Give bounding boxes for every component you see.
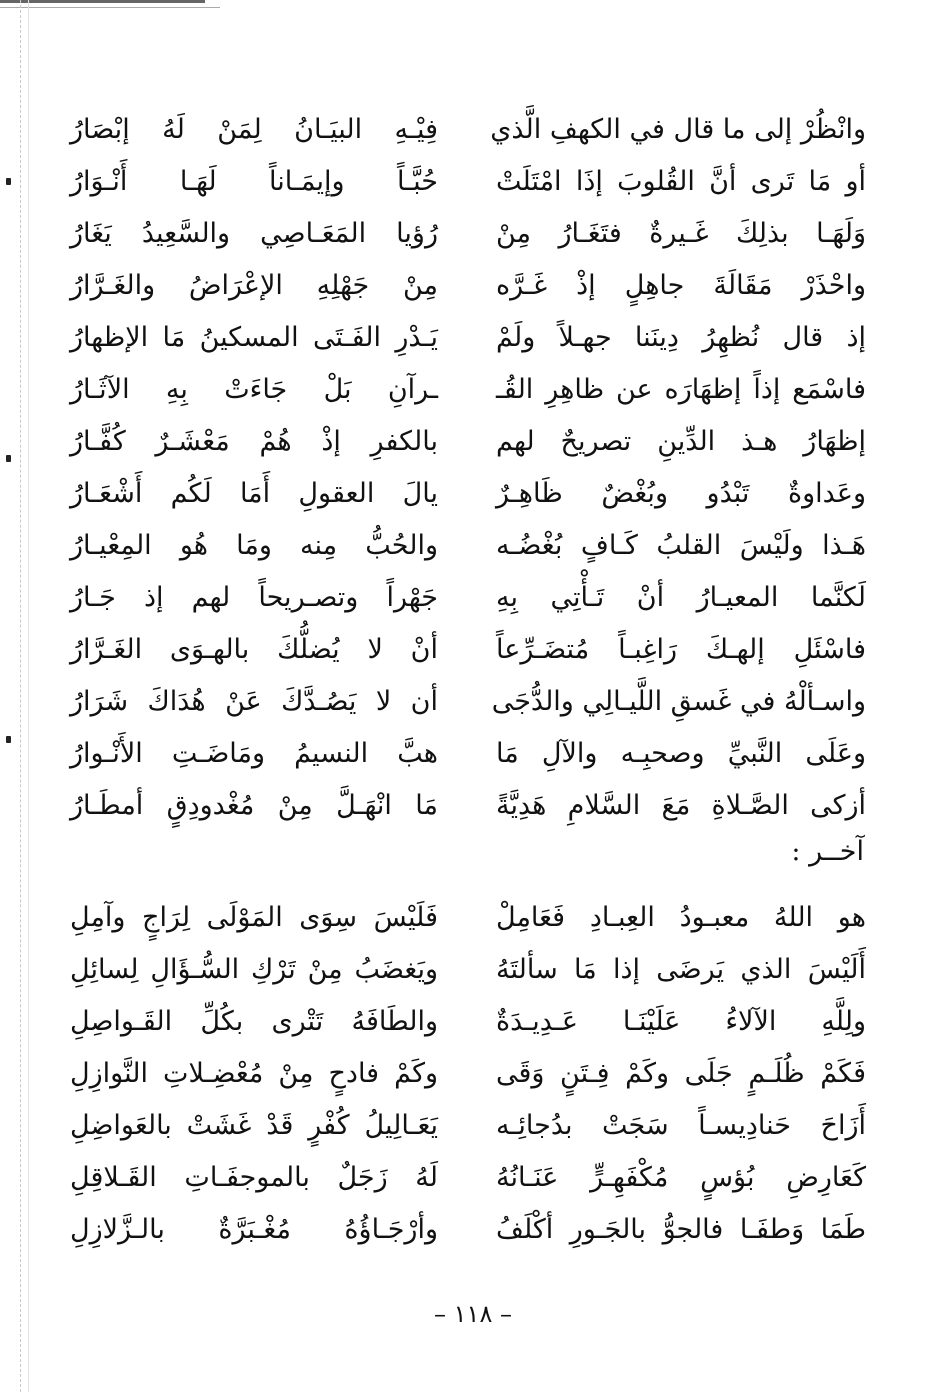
verse-line bbox=[70, 996, 866, 1048]
scan-top-line bbox=[0, 7, 220, 8]
verse-second-hemistich: وكَمْ فادحٍ مِنْ مُعْضِـلاتِ النَّوازِلِ bbox=[70, 1058, 438, 1089]
verse-first-hemistich: واسـألْهُ في غَسقِ اللَّيـالِي والدُّجَى bbox=[491, 686, 866, 717]
binding-hole-mark bbox=[6, 455, 11, 462]
verse-first-hemistich: وعَداوةٌ تَبْدُو وبُغْضٌ ظَاهِـرٌ bbox=[496, 478, 866, 509]
verse-second-hemistich: أن لا يَصُـدَّكَ عَنْ هُدَاكَ شَرَارُ bbox=[70, 686, 438, 717]
verse-line bbox=[70, 520, 866, 572]
verse-first-hemistich: أزكى الصَّـلاةِ مَعَ السَّلامِ هَدِيَّةً bbox=[496, 790, 866, 821]
poem-first bbox=[70, 104, 866, 832]
verse-second-hemistich: مِنْ جَهْلِهِ الإعْرَاضُ والغَـرَّارُ bbox=[70, 270, 438, 301]
section-heading: آخــر : bbox=[791, 836, 864, 867]
verse-second-hemistich: فَلَيْسَ سِوَى المَوْلَى لِرَاجٍ وآمِلِ bbox=[70, 902, 438, 933]
verse-line bbox=[70, 260, 866, 312]
verse-first-hemistich: ولِلَّهِ الآلاءُ عَلَيْنَـا عَـدِيـدَةٌ bbox=[496, 1006, 866, 1037]
verse-line bbox=[70, 728, 866, 780]
verse-first-hemistich: إذ قال نُظهِرُ دِينَنا جهـلاً ولَمْ bbox=[496, 322, 866, 353]
verse-line bbox=[70, 624, 866, 676]
verse-line bbox=[70, 312, 866, 364]
verse-line bbox=[70, 1204, 866, 1256]
verse-second-hemistich: بالكفرِ إذْ هُمْ مَعْشَـرٌ كُفَّـارُ bbox=[70, 426, 438, 457]
verse-second-hemistich: جَهْراً وتصـريحاً لهم إذ جَـارُ bbox=[70, 582, 438, 613]
verse-line bbox=[70, 676, 866, 728]
verse-first-hemistich: طَمَا وَطفَـا فالجوُّ بالجَـورِ أكْلَفُ bbox=[496, 1214, 866, 1245]
verse-first-hemistich: واحْذَرْ مَقَالَةَ جاهِلٍ إذْ غَـرَّه bbox=[496, 270, 866, 301]
verse-second-hemistich: ـرآنِ بَلْ جَاءَتْ بِهِ الآثَـارُ bbox=[70, 374, 438, 405]
verse-second-hemistich: يَعَـالِيلُ كُفْرٍ قَدْ غَشَتْ بالعَواضِلِ bbox=[70, 1110, 438, 1141]
verse-first-hemistich: أَزَاحَ حَنادِيسـاً سَجَتْ بدُجائِـه bbox=[496, 1110, 866, 1141]
verse-second-hemistich: مَا انْهَـلَّ مِنْ مُغْدودِقٍ أمطَـارُ bbox=[70, 790, 438, 821]
verse-first-hemistich: فاسْئَلِ إلهـكَ رَاغِبـاً مُتضَـرِّعاً bbox=[496, 634, 866, 665]
verse-first-hemistich: وعَلَى النَّبيِّ وصحبِـه والآلِ مَا bbox=[496, 738, 866, 769]
verse-second-hemistich: ويَغضَبُ مِنْ تَرْكِ السُّـؤَالِ لِسائِلِ bbox=[70, 954, 438, 985]
binding-edge-line bbox=[20, 0, 21, 1392]
verse-line bbox=[70, 208, 866, 260]
verse-second-hemistich: والحُبُّ مِنه ومَا هُو المِعْيـارُ bbox=[70, 530, 438, 561]
verse-second-hemistich: يَـدْرِ الفَـتَى المسكينُ مَا الإظهارُ bbox=[70, 322, 438, 353]
verse-second-hemistich: وأرْجَـاؤُهُ مُغْـبَرَّةٌ بالـزَّلازِلِ bbox=[70, 1214, 438, 1245]
verse-line bbox=[70, 892, 866, 944]
verse-line bbox=[70, 1048, 866, 1100]
scan-top-bar bbox=[0, 0, 205, 3]
verse-second-hemistich: لَهُ زَجَلٌ بالموجفَـاتِ القَـلاقِلِ bbox=[70, 1162, 438, 1193]
verse-line bbox=[70, 156, 866, 208]
verse-line bbox=[70, 416, 866, 468]
verse-line bbox=[70, 944, 866, 996]
verse-line bbox=[70, 1100, 866, 1152]
verse-first-hemistich: أو مَا تَرى أنَّ القُلوبَ إذَا امْتَلَتْ bbox=[496, 166, 866, 197]
verse-second-hemistich: حُبَّـاً وإيمَـاناً لَهَـا أَنْـوَارُ bbox=[70, 166, 438, 197]
verse-first-hemistich: هَـذا ولَيْسَ القلبُ كَـافٍ بُغْضُـه bbox=[496, 530, 866, 561]
verse-line bbox=[70, 1152, 866, 1204]
binding-hole-mark bbox=[6, 736, 11, 743]
poem-second bbox=[70, 892, 866, 1256]
verse-first-hemistich: وَلَهَـا بذلِكَ غَـيرةٌ فتَغَـارُ مِنْ bbox=[496, 218, 866, 249]
verse-first-hemistich: وانْظُرْ إلى ما قال في الكهفِ الَّذي bbox=[490, 114, 866, 145]
verse-line bbox=[70, 364, 866, 416]
verse-first-hemistich: إظهَارُ هـذ الدِّينِ تصريحٌ لهم bbox=[496, 426, 866, 457]
verse-second-hemistich: هبَّ النسيمُ ومَاضَـتِ الأَنْـوارُ bbox=[70, 738, 438, 769]
verse-first-hemistich: كَعَارِضِ بُؤسٍ مُكْفَهِـرٍّ عَنَـانُهُ bbox=[496, 1162, 866, 1193]
verse-second-hemistich: فِيْـهِ البيَـانُ لِمَنْ لَهُ إبْصَارُ bbox=[70, 114, 438, 145]
verse-line bbox=[70, 468, 866, 520]
verse-first-hemistich: فَكَمْ ظُلَـمٍ جَلَى وكَمْ فِـتَنٍ وَقَى bbox=[496, 1058, 866, 1089]
verse-line bbox=[70, 104, 866, 156]
binding-edge-shadow bbox=[28, 0, 29, 1392]
verse-second-hemistich: والطَافَهُ تَتْرى بكُلِّ القَـواصِلِ bbox=[70, 1006, 438, 1037]
verse-second-hemistich: رُؤيا المَعَـاصِي والسَّعِيدُ يَغَارُ bbox=[70, 218, 438, 249]
verse-second-hemistich: يالَ العقولِ أَمَا لَكُم أَشْعَـارُ bbox=[70, 478, 438, 509]
verse-line bbox=[70, 780, 866, 832]
verse-second-hemistich: أنْ لا يُضلُّكَ بالهـوَى الغَـرَّارُ bbox=[70, 634, 438, 665]
verse-first-hemistich: أَلَيْسَ الذي يَرضَى إذا مَا سألتَهُ bbox=[496, 954, 866, 985]
binding-hole-mark bbox=[6, 178, 11, 185]
verse-line bbox=[70, 572, 866, 624]
page-number: – ١١٨ – bbox=[434, 1300, 512, 1328]
verse-first-hemistich: هو اللهُ معبـودُ العِبـادِ فَعَامِلْ bbox=[496, 902, 866, 933]
verse-first-hemistich: فاسْمَع إذاً إظهَارَه عن ظاهِرِ القُـ bbox=[496, 374, 866, 405]
verse-first-hemistich: لَكنَّما المعيـارُ أنْ تَـأْتِي بِهِ bbox=[496, 582, 866, 613]
